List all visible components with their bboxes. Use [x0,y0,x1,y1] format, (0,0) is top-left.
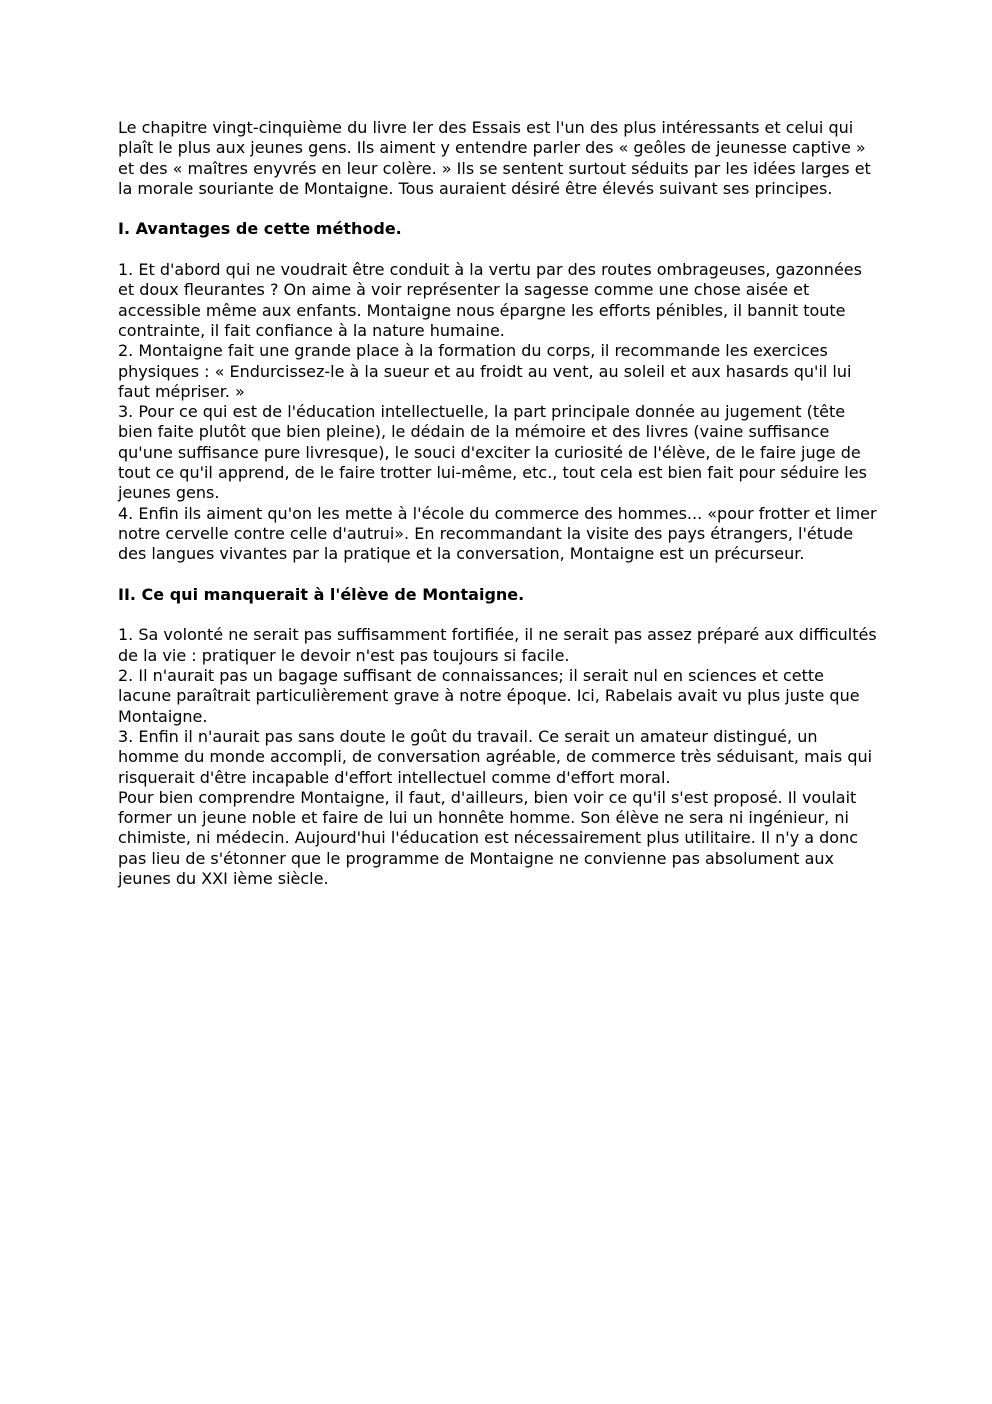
intro-paragraph: Le chapitre vingt-cinquième du livre Ier des Essais est l'un des plus intéressants et celui qui plaît le plus aux jeunes gens. Ils aiment y entendre parler des « geôles de jeunesse captive » et des « maîtres enyvrés en leur colère. » Ils se sentent surtout séduits par les idées larges et la morale souriante de Montaigne. Tous auraient désiré être élevés suivant ses principes. [118,118,871,198]
paragraph: 2. Montaigne fait une grande place à la formation du corps, il recommande les exercices physiques : « Endurcissez-le à la sueur et au froidt au vent, au soleil et aux hasards qu'il lui faut mépriser. » [118,341,852,401]
section-heading: II. Ce qui manquerait à l'élève de Montaigne. [118,584,525,604]
paragraph: 4. Enfin ils aiment qu'on les mette à l'école du commerce des hommes... «pour frotter et limer notre cervelle contre celle d'autrui». En recommandant la visite des pays étrangers, l'étude des langues vivantes par la pratique et la conversation, Montaigne est un précurseur. [118,503,877,564]
paragraph: 3. Pour ce qui est de l'éducation intellectuelle, la part principale donnée au jugement (tête bien faite plutôt que bien pleine), le dédain de la mémoire et des livres (vaine suffisance qu'une suffisance pure livresque), le souci d'exciter la curiosité de l'élève, de le faire juge de tout ce qu'il apprend, de le faire trotter lui-même, etc., tout cela est bien fait pour séduire les jeunes gens. [118,402,867,503]
paragraph: 3. Enfin il n'aurait pas sans doute le goût du travail. Ce serait un amateur distingué, un homme du monde accompli, de conversation agréable, de commerce très séduisant, mais qui risquerait d'être incapable d'effort intellectuel comme d'effort moral. [118,726,873,787]
document-page [118,118,880,910]
paragraph: 2. Il n'aurait pas un bagage suffisant de connaissances; il serait nul en sciences et cette lacune paraîtrait particulièrement grave à notre époque. Ici, Rabelais avait vu plus juste que Montaigne. [118,666,860,726]
section-shortcomings [118,585,880,889]
section-advantages [118,219,880,564]
paragraph: Pour bien comprendre Montaigne, il faut, d'ailleurs, bien voir ce qu'il s'est proposé. Il voulait former un jeune noble et faire de lui un honnête homme. Son élève ne sera ni ingénieur, ni chimiste, ni médecin. Aujourd'hui l'éducation est nécessairement plus utilitaire. Il n'y a donc pas lieu de s'étonner que le programme de Montaigne ne convienne pas absolument aux jeunes du XXI ième siècle. [118,787,859,888]
paragraph: 1. Sa volonté ne serait pas suffisamment fortifiée, il ne serait pas assez préparé aux difficultés de la vie : pratiquer le devoir n'est pas toujours si facile. [118,625,877,665]
paragraph: 1. Et d'abord qui ne voudrait être conduit à la vertu par des routes ombrageuses, gazonnées et doux fleurantes ? On aime à voir représenter la sagesse comme une chose aisée et accessible même aux enfants. Montaigne nous épargne les efforts pénibles, il bannit toute contrainte, il fait confiance à la nature humaine. [118,260,862,340]
section-heading: I. Avantages de cette méthode. [118,219,402,239]
